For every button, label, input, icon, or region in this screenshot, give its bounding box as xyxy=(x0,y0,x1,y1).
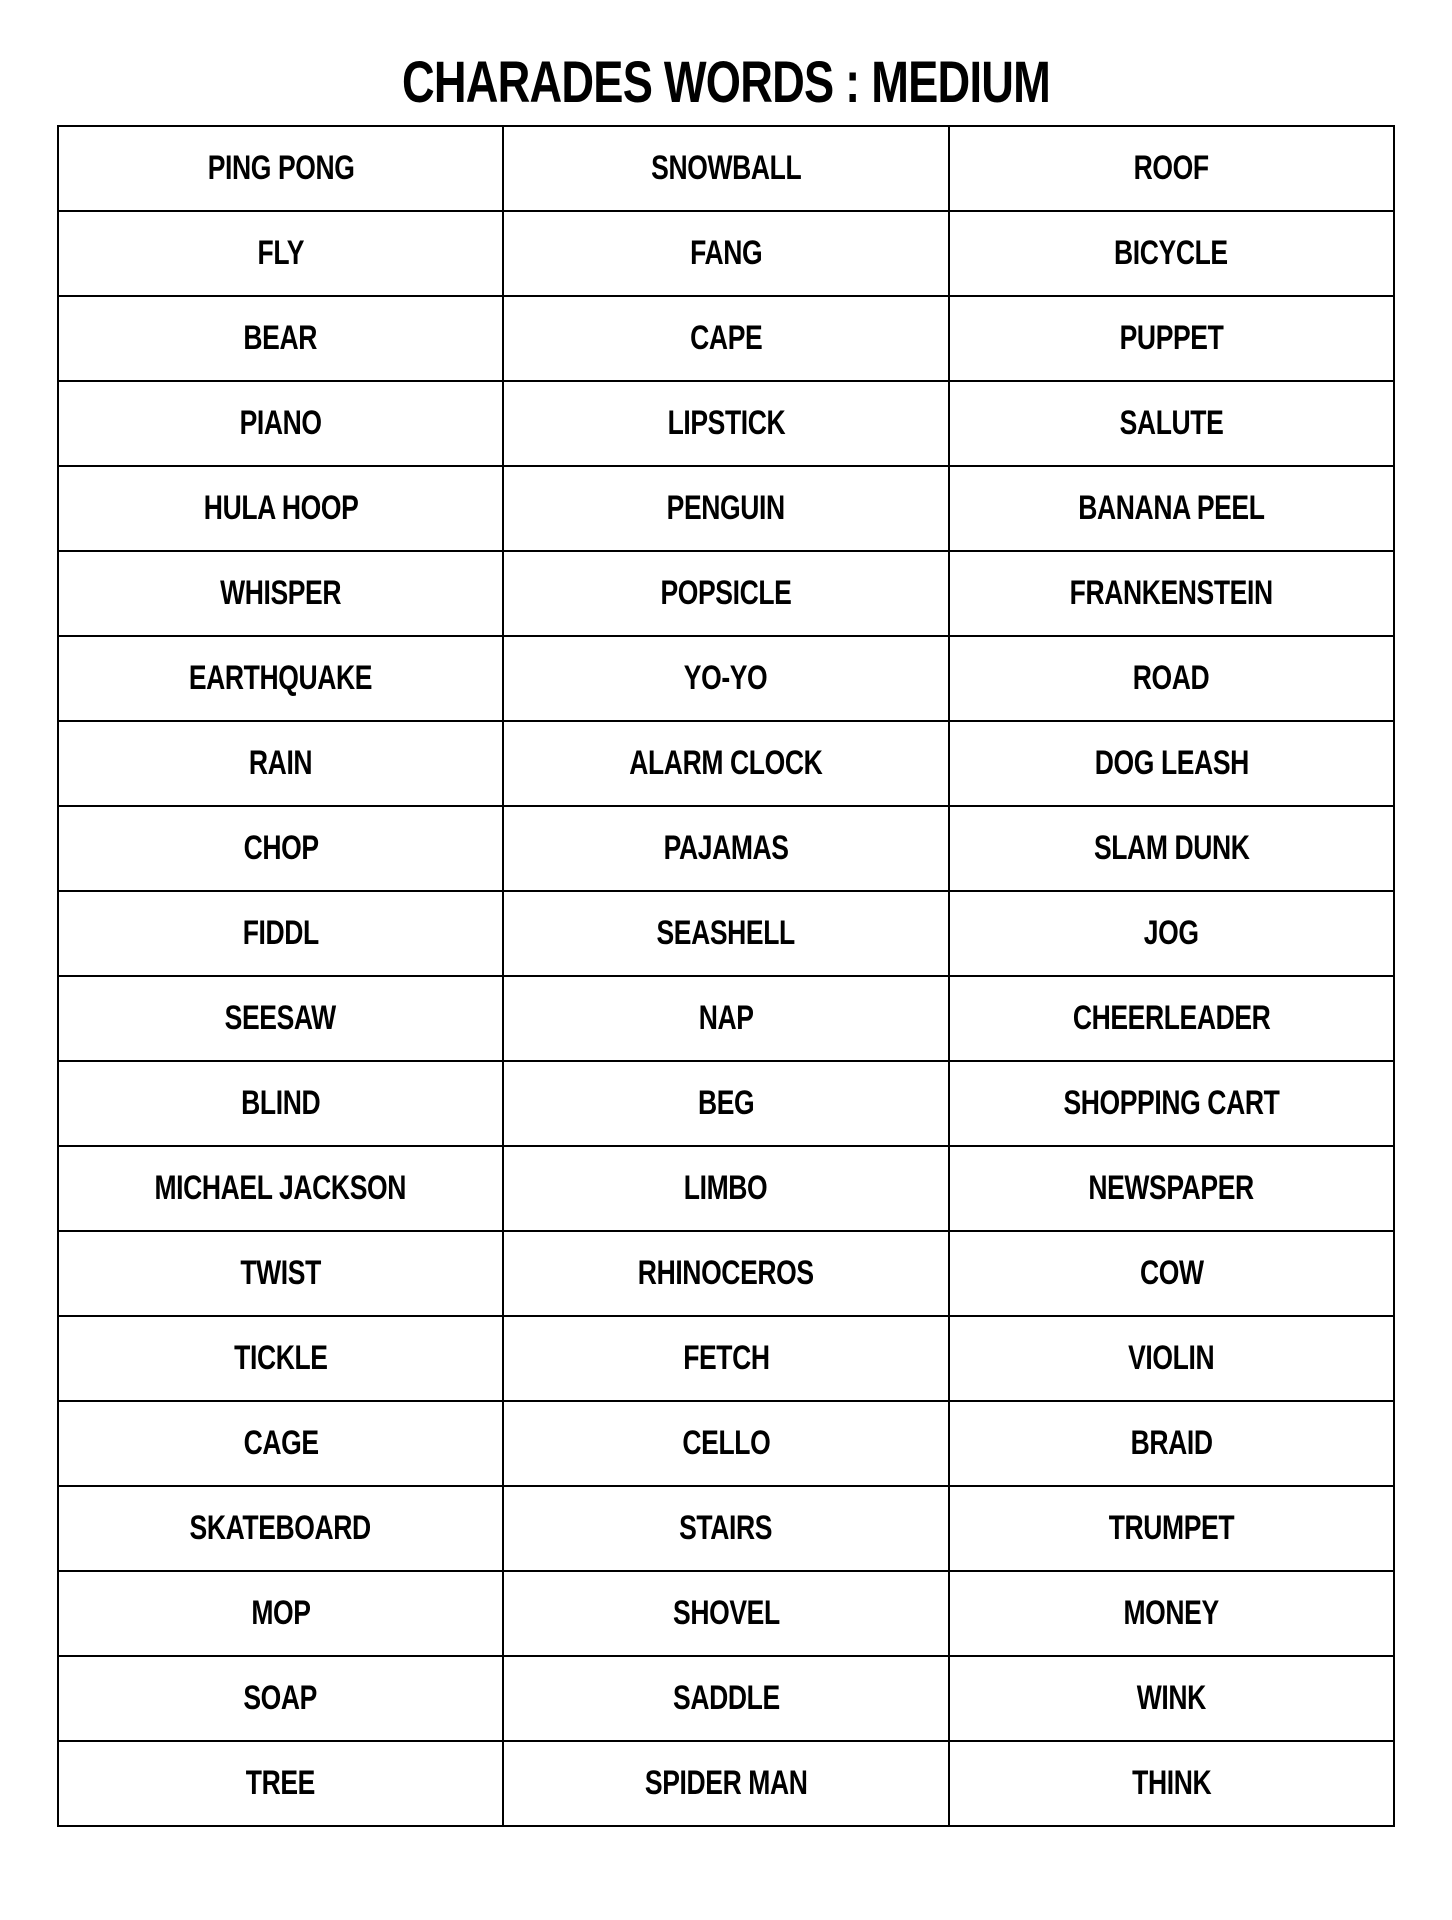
word-cell xyxy=(949,296,1394,381)
table-row xyxy=(58,381,1394,466)
word-label: CAGE xyxy=(243,1424,319,1462)
table-row xyxy=(58,1146,1394,1231)
words-table-body xyxy=(58,126,1394,1826)
word-label: CHEERLEADER xyxy=(1072,999,1271,1037)
word-cell xyxy=(58,1401,503,1486)
word-label: SNOWBALL xyxy=(650,149,802,187)
word-cell xyxy=(503,1061,948,1146)
word-label: VIOLIN xyxy=(1128,1339,1215,1377)
word-label: HULA HOOP xyxy=(203,489,358,527)
word-cell xyxy=(58,1316,503,1401)
word-cell xyxy=(58,296,503,381)
word-label: BICYCLE xyxy=(1114,234,1229,272)
word-label: TREE xyxy=(246,1764,316,1802)
word-cell xyxy=(949,381,1394,466)
table-row xyxy=(58,636,1394,721)
word-label: SPIDER MAN xyxy=(644,1764,808,1802)
table-row xyxy=(58,1061,1394,1146)
word-label: CELLO xyxy=(682,1424,770,1462)
word-label: MONEY xyxy=(1123,1594,1219,1632)
word-cell xyxy=(949,126,1394,211)
word-cell xyxy=(949,976,1394,1061)
word-label: FIDDL xyxy=(242,914,319,952)
word-label: PENGUIN xyxy=(666,489,786,527)
word-cell xyxy=(503,381,948,466)
word-cell xyxy=(949,1656,1394,1741)
word-cell xyxy=(58,1571,503,1656)
word-cell xyxy=(503,1486,948,1571)
word-label: THINK xyxy=(1131,1764,1211,1802)
word-label: MICHAEL JACKSON xyxy=(154,1169,407,1207)
table-row xyxy=(58,551,1394,636)
word-label: SHOPPING CART xyxy=(1063,1084,1280,1122)
word-cell xyxy=(949,1571,1394,1656)
word-cell xyxy=(58,381,503,466)
word-label: JOG xyxy=(1143,914,1199,952)
word-label: SOAP xyxy=(243,1679,318,1717)
word-label: RHINOCEROS xyxy=(638,1254,814,1292)
table-row xyxy=(58,891,1394,976)
word-cell xyxy=(503,466,948,551)
word-label: PING PONG xyxy=(207,149,355,187)
word-cell xyxy=(58,1656,503,1741)
word-label: YO-YO xyxy=(684,659,768,697)
word-label: ALARM CLOCK xyxy=(629,744,823,782)
word-label: FETCH xyxy=(682,1339,770,1377)
word-label: TRUMPET xyxy=(1108,1509,1235,1547)
page-title: CHARADES WORDS : MEDIUM xyxy=(401,50,1051,115)
word-label: MOP xyxy=(251,1594,311,1632)
word-cell xyxy=(58,806,503,891)
word-cell xyxy=(58,551,503,636)
word-cell xyxy=(949,636,1394,721)
word-cell xyxy=(949,721,1394,806)
word-cell xyxy=(949,1231,1394,1316)
word-label: SALUTE xyxy=(1119,404,1224,442)
word-cell xyxy=(503,211,948,296)
table-row xyxy=(58,126,1394,211)
word-label: ROAD xyxy=(1133,659,1210,697)
word-label: SEESAW xyxy=(225,999,337,1037)
word-cell xyxy=(58,211,503,296)
word-cell xyxy=(949,806,1394,891)
word-cell xyxy=(58,1231,503,1316)
word-cell xyxy=(949,466,1394,551)
word-cell xyxy=(503,1146,948,1231)
word-label: BEG xyxy=(697,1084,755,1122)
word-cell xyxy=(503,1741,948,1826)
word-label: WHISPER xyxy=(220,574,342,612)
table-row xyxy=(58,1316,1394,1401)
word-cell xyxy=(503,976,948,1061)
word-label: LIMBO xyxy=(684,1169,768,1207)
table-row xyxy=(58,721,1394,806)
table-row xyxy=(58,211,1394,296)
word-label: EARTHQUAKE xyxy=(189,659,373,697)
table-row xyxy=(58,976,1394,1061)
word-cell xyxy=(503,126,948,211)
word-cell xyxy=(503,721,948,806)
word-label: SLAM DUNK xyxy=(1093,829,1250,867)
word-label: PAJAMAS xyxy=(663,829,789,867)
word-label: SADDLE xyxy=(672,1679,780,1717)
word-label: TICKLE xyxy=(233,1339,328,1377)
word-cell xyxy=(58,1486,503,1571)
table-row xyxy=(58,1741,1394,1826)
table-row xyxy=(58,1656,1394,1741)
word-label: BANANA PEEL xyxy=(1078,489,1265,527)
word-cell xyxy=(58,1061,503,1146)
word-cell xyxy=(503,296,948,381)
word-label: SHOVEL xyxy=(672,1594,780,1632)
word-cell xyxy=(503,1401,948,1486)
word-cell xyxy=(58,891,503,976)
word-label: LIPSTICK xyxy=(667,404,785,442)
word-cell xyxy=(949,1401,1394,1486)
word-label: NEWSPAPER xyxy=(1088,1169,1255,1207)
word-label: BLIND xyxy=(241,1084,321,1122)
word-cell xyxy=(58,126,503,211)
word-cell xyxy=(503,806,948,891)
word-label: POPSICLE xyxy=(660,574,792,612)
word-label: FANG xyxy=(689,234,763,272)
words-table xyxy=(57,125,1395,1827)
word-label: NAP xyxy=(698,999,754,1037)
word-label: PIANO xyxy=(239,404,322,442)
table-row xyxy=(58,1231,1394,1316)
word-label: PUPPET xyxy=(1119,319,1224,357)
word-label: FRANKENSTEIN xyxy=(1069,574,1273,612)
word-cell xyxy=(58,721,503,806)
word-label: TWIST xyxy=(240,1254,321,1292)
word-label: SEASHELL xyxy=(656,914,796,952)
word-label: CAPE xyxy=(689,319,763,357)
word-cell xyxy=(58,466,503,551)
word-label: DOG LEASH xyxy=(1094,744,1249,782)
word-cell xyxy=(503,1656,948,1741)
word-label: BEAR xyxy=(243,319,318,357)
word-label: COW xyxy=(1139,1254,1204,1292)
word-cell xyxy=(949,1741,1394,1826)
word-label: BRAID xyxy=(1130,1424,1213,1462)
table-row xyxy=(58,296,1394,381)
word-cell xyxy=(949,891,1394,976)
word-label: RAIN xyxy=(249,744,313,782)
word-label: FLY xyxy=(257,234,304,272)
word-cell xyxy=(58,976,503,1061)
word-cell xyxy=(503,891,948,976)
word-cell xyxy=(503,1316,948,1401)
word-label: CHOP xyxy=(243,829,319,867)
word-cell xyxy=(949,551,1394,636)
word-cell xyxy=(949,211,1394,296)
word-label: STAIRS xyxy=(679,1509,773,1547)
word-cell xyxy=(949,1146,1394,1231)
word-cell xyxy=(949,1061,1394,1146)
table-row xyxy=(58,1571,1394,1656)
word-cell xyxy=(949,1316,1394,1401)
table-row xyxy=(58,806,1394,891)
word-cell xyxy=(503,1571,948,1656)
word-cell xyxy=(503,1231,948,1316)
table-row xyxy=(58,466,1394,551)
word-cell xyxy=(503,636,948,721)
word-cell xyxy=(58,636,503,721)
word-cell xyxy=(949,1486,1394,1571)
table-row xyxy=(58,1486,1394,1571)
word-cell xyxy=(58,1741,503,1826)
word-cell xyxy=(58,1146,503,1231)
table-row xyxy=(58,1401,1394,1486)
word-cell xyxy=(503,551,948,636)
word-label: WINK xyxy=(1136,1679,1206,1717)
word-label: SKATEBOARD xyxy=(190,1509,372,1547)
word-label: ROOF xyxy=(1133,149,1209,187)
